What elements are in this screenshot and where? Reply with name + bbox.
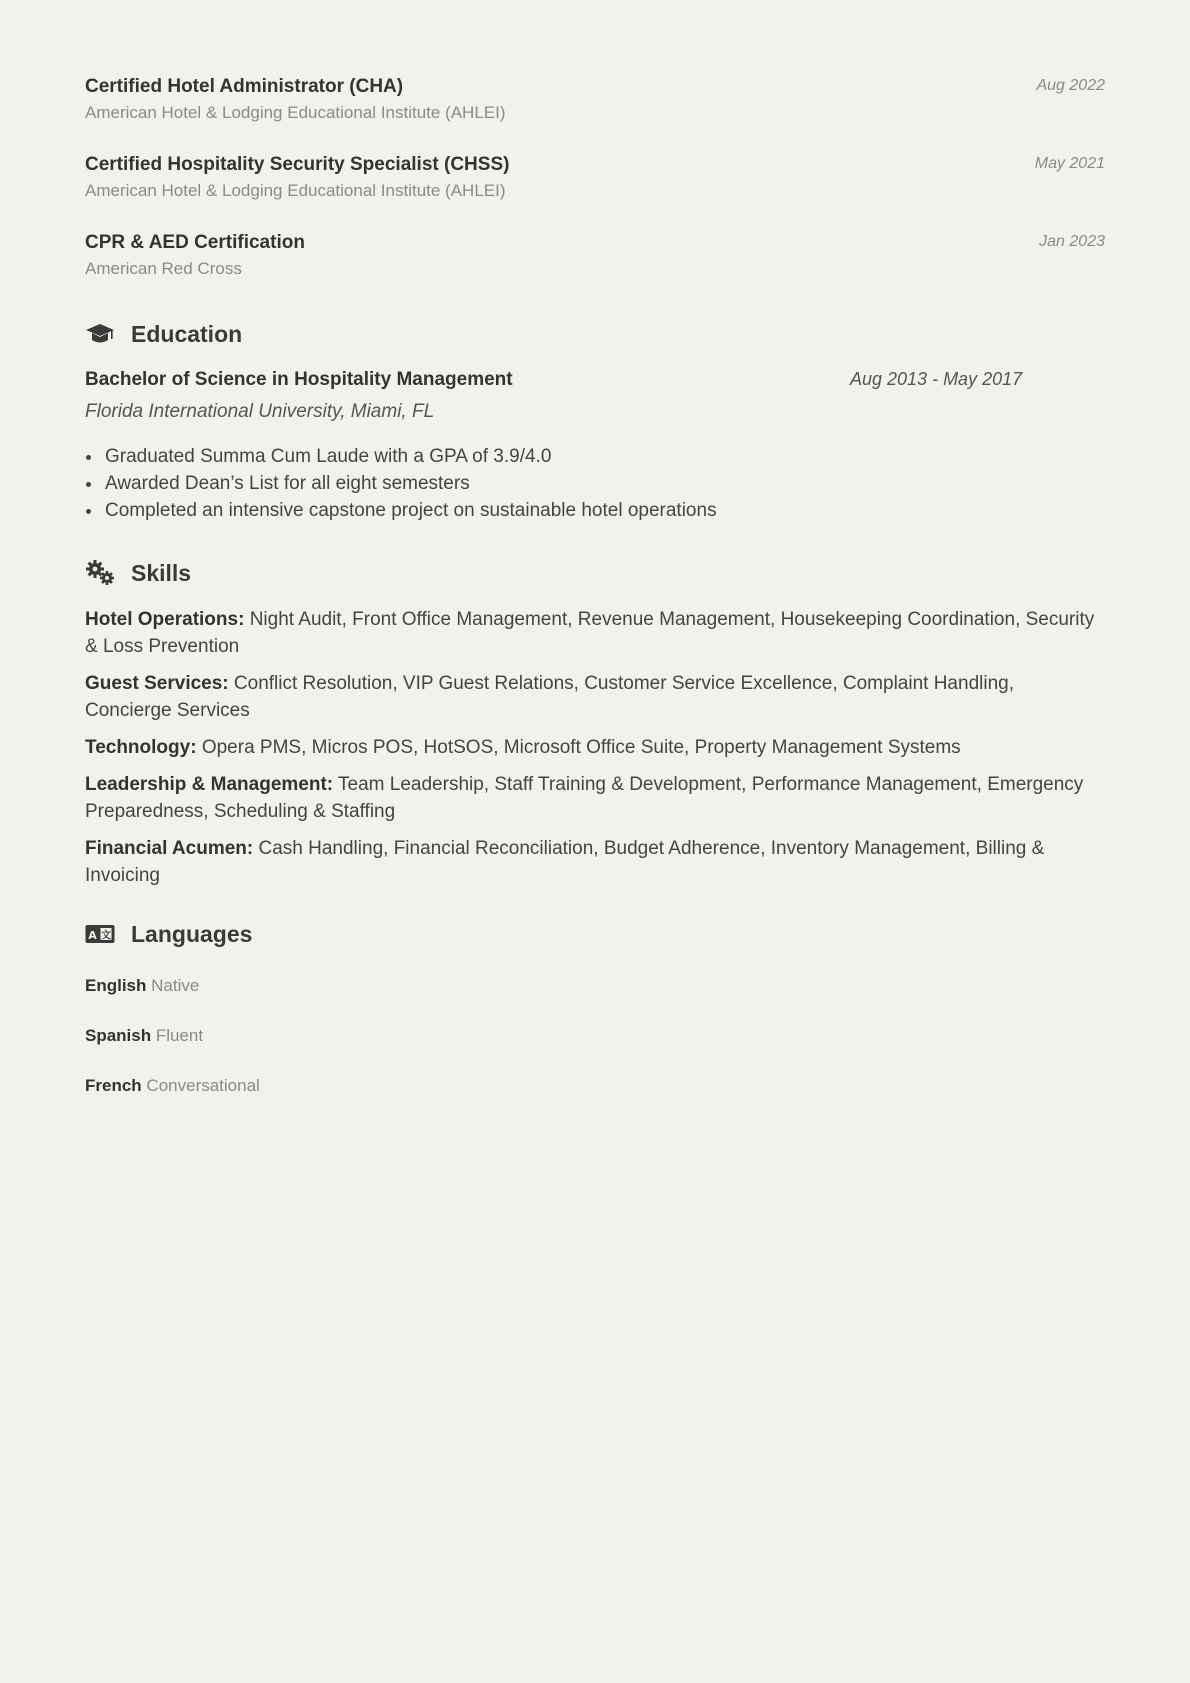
certification-title: CPR & AED Certification: [85, 232, 305, 253]
language-item: [85, 1075, 1105, 1097]
list-item: • Completed an intensive capstone project on sustainable hotel operations: [103, 497, 1105, 524]
degree-title: Bachelor of Science in Hospitality Management: [85, 369, 513, 390]
skill-group-label: Guest Services:: [85, 673, 229, 694]
language-level: Native: [151, 976, 200, 995]
language-level: Conversational: [146, 1076, 260, 1095]
certification-title: Certified Hotel Administrator (CHA): [85, 76, 404, 97]
skill-group-items: Cash Handling, Financial Reconciliation, Budget Adherence, Inventory Management, Billing & Invoicing: [85, 838, 1045, 886]
skill-group: [85, 771, 1105, 825]
education-header: [85, 319, 1105, 349]
list-item: • Awarded Dean’s List for all eight semesters: [103, 470, 1105, 497]
skill-group: [85, 835, 1105, 889]
certification-date: May 2021: [1034, 155, 1105, 172]
graduation-cap-icon: [85, 320, 117, 348]
certifications-list: [85, 75, 1105, 281]
language-item: [85, 975, 1105, 997]
language-name: French: [85, 1076, 142, 1095]
language-icon: [85, 920, 117, 948]
language-item: [85, 1025, 1105, 1047]
skill-group-items: Opera PMS, Micros POS, HotSOS, Microsoft Office Suite, Property Management Systems: [201, 737, 961, 758]
language-name: English: [85, 976, 147, 995]
skill-group-label: Financial Acumen:: [85, 838, 254, 859]
skill-group-items: Conflict Resolution, VIP Guest Relations, Customer Service Excellence, Complaint Handling, Concierge Services: [85, 673, 1014, 721]
svg-text:A: A: [88, 929, 97, 942]
languages-header: [85, 919, 1105, 949]
certification-issuer: American Hotel & Lodging Educational Institute (AHLEI): [85, 103, 506, 122]
school-name: Florida International University, Miami, FL: [85, 401, 435, 422]
languages-list: [85, 975, 1105, 1097]
skill-group-label: Hotel Operations:: [85, 609, 245, 630]
gears-icon: [85, 559, 117, 587]
svg-text:文: 文: [101, 930, 111, 942]
certification-issuer: American Hotel & Lodging Educational Institute (AHLEI): [85, 181, 506, 200]
education-dates: Aug 2013 - May 2017: [850, 369, 1023, 389]
skills-list: [85, 606, 1105, 889]
education-heading: Education: [131, 321, 243, 347]
skill-group-items: Night Audit, Front Office Management, Revenue Management, Housekeeping Coordination, Security & Loss Prevention: [85, 609, 1095, 657]
education-highlights: [85, 443, 1105, 524]
languages-heading: Languages: [131, 921, 253, 947]
certification-issuer: American Red Cross: [85, 259, 242, 278]
skill-group-label: Technology:: [85, 737, 197, 758]
skill-group-items: Team Leadership, Staff Training & Development, Performance Management, Emergency Preparedness, Scheduling & Staffing: [85, 774, 1084, 822]
certification-date: Aug 2022: [1036, 77, 1105, 94]
skill-group: [85, 606, 1105, 660]
skills-heading: Skills: [131, 560, 192, 586]
education-entry: [85, 367, 1105, 524]
skill-group: [85, 734, 1105, 761]
certification-title: Certified Hospitality Security Specialist (CHSS): [85, 154, 510, 175]
language-name: Spanish: [85, 1026, 152, 1045]
certification-item: [85, 153, 1105, 203]
certification-item: [85, 75, 1105, 125]
list-item: • Graduated Summa Cum Laude with a GPA of 3.9/4.0: [103, 443, 1105, 470]
resume-content: [85, 75, 1105, 1125]
certification-date: Jan 2023: [1039, 233, 1105, 250]
skill-group-label: Leadership & Management:: [85, 774, 334, 795]
certification-item: [85, 231, 1105, 281]
skills-header: [85, 558, 1105, 588]
language-level: Fluent: [155, 1026, 204, 1045]
skill-group: [85, 670, 1105, 724]
